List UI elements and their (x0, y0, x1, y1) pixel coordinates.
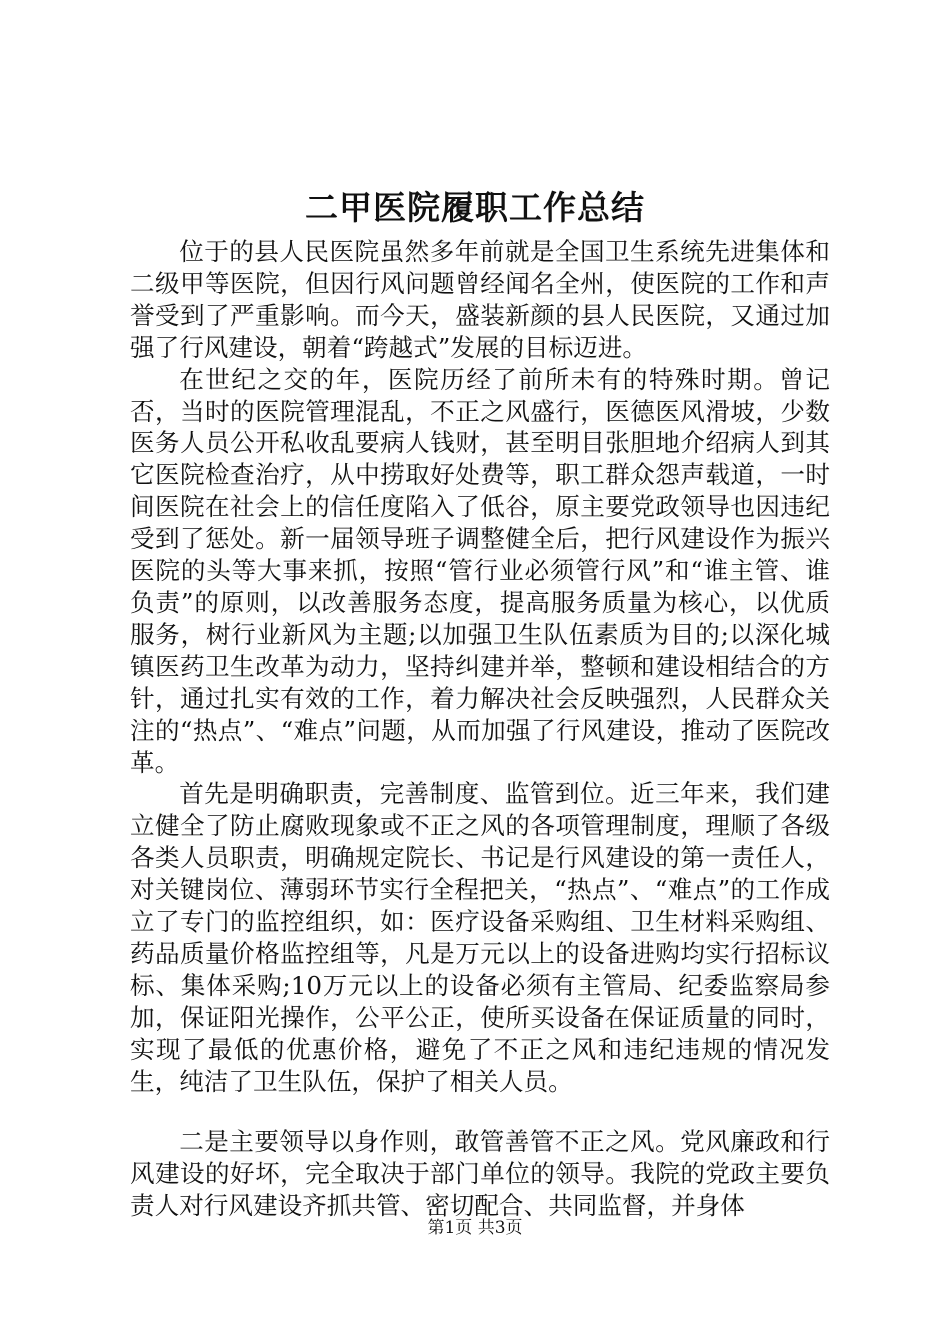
paragraph-1: 位于的县人民医院虽然多年前就是全国卫生系统先进集体和二级甲等医院，但因行风问题曾经闻名全州，使医院的工作和声誉受到了严重影响。而今天，盛装新颜的县人民医院，又通过加强了行风建设，朝着“跨越式”发展的目标迈进。 (130, 237, 830, 362)
document-body (130, 236, 830, 1222)
paragraph-2: 在世纪之交的年，医院历经了前所未有的特殊时期。曾记否，当时的医院管理混乱，不正之风盛行，医德医风滑坡，少数医务人员公开私收乱要病人钱财，甚至明目张胆地介绍病人到其它医院检查治疗，从中捞取好处费等，职工群众怨声载道，一时间医院在社会上的信任度陷入了低谷，原主要党政领导也因违纪受到了惩处。新一届领导班子调整健全后，把行风建设作为振兴医院的头等大事来抓，按照“管行业必须管行风”和“谁主管、谁负责”的原则，以改善服务态度，提高服务质量为核心，以优质服务，树行业新风为主题;以加强卫生队伍素质为目的;以深化城镇医药卫生改革为动力，坚持纠建并举，整顿和建设相结合的方针，通过扎实有效的工作，着力解决社会反映强烈，人民群众关注的“热点”、“难点”问题，从而加强了行风建设，推动了医院改革。 (130, 364, 830, 777)
paragraph-4: 二是主要领导以身作则，敢管善管不正之风。党风廉政和行风建设的好坏，完全取决于部门单位的领导。我院的党政主要负责人对行风建设齐抓共管、密切配合、共同监督，并身体 (130, 1127, 830, 1221)
document-title: 二甲医院履职工作总结 (305, 188, 645, 227)
paragraph-3: 首先是明确职责，完善制度、监管到位。近三年来，我们建立健全了防止腐败现象或不正之风的各项管理制度，理顺了各级各类人员职责，明确规定院长、书记是行风建设的第一责任人，对关键岗位、薄弱环节实行全程把关，“热点”、“难点”的工作成立了专门的监控组织，如：医疗设备采购组、卫生材料采购组、药品质量价格监控组等，凡是万元以上的设备进购均实行招标议标、集体采购;10万元以上的设备必须有主管局、纪委监察局参加，保证阳光操作，公平公正，使所买设备在保证质量的同时，实现了最低的优惠价格，避免了不正之风和违纪违规的情况发生，纯洁了卫生队伍，保护了相关人员。 (130, 779, 830, 1096)
page-footer: 第1页 共3页 (427, 1218, 523, 1238)
